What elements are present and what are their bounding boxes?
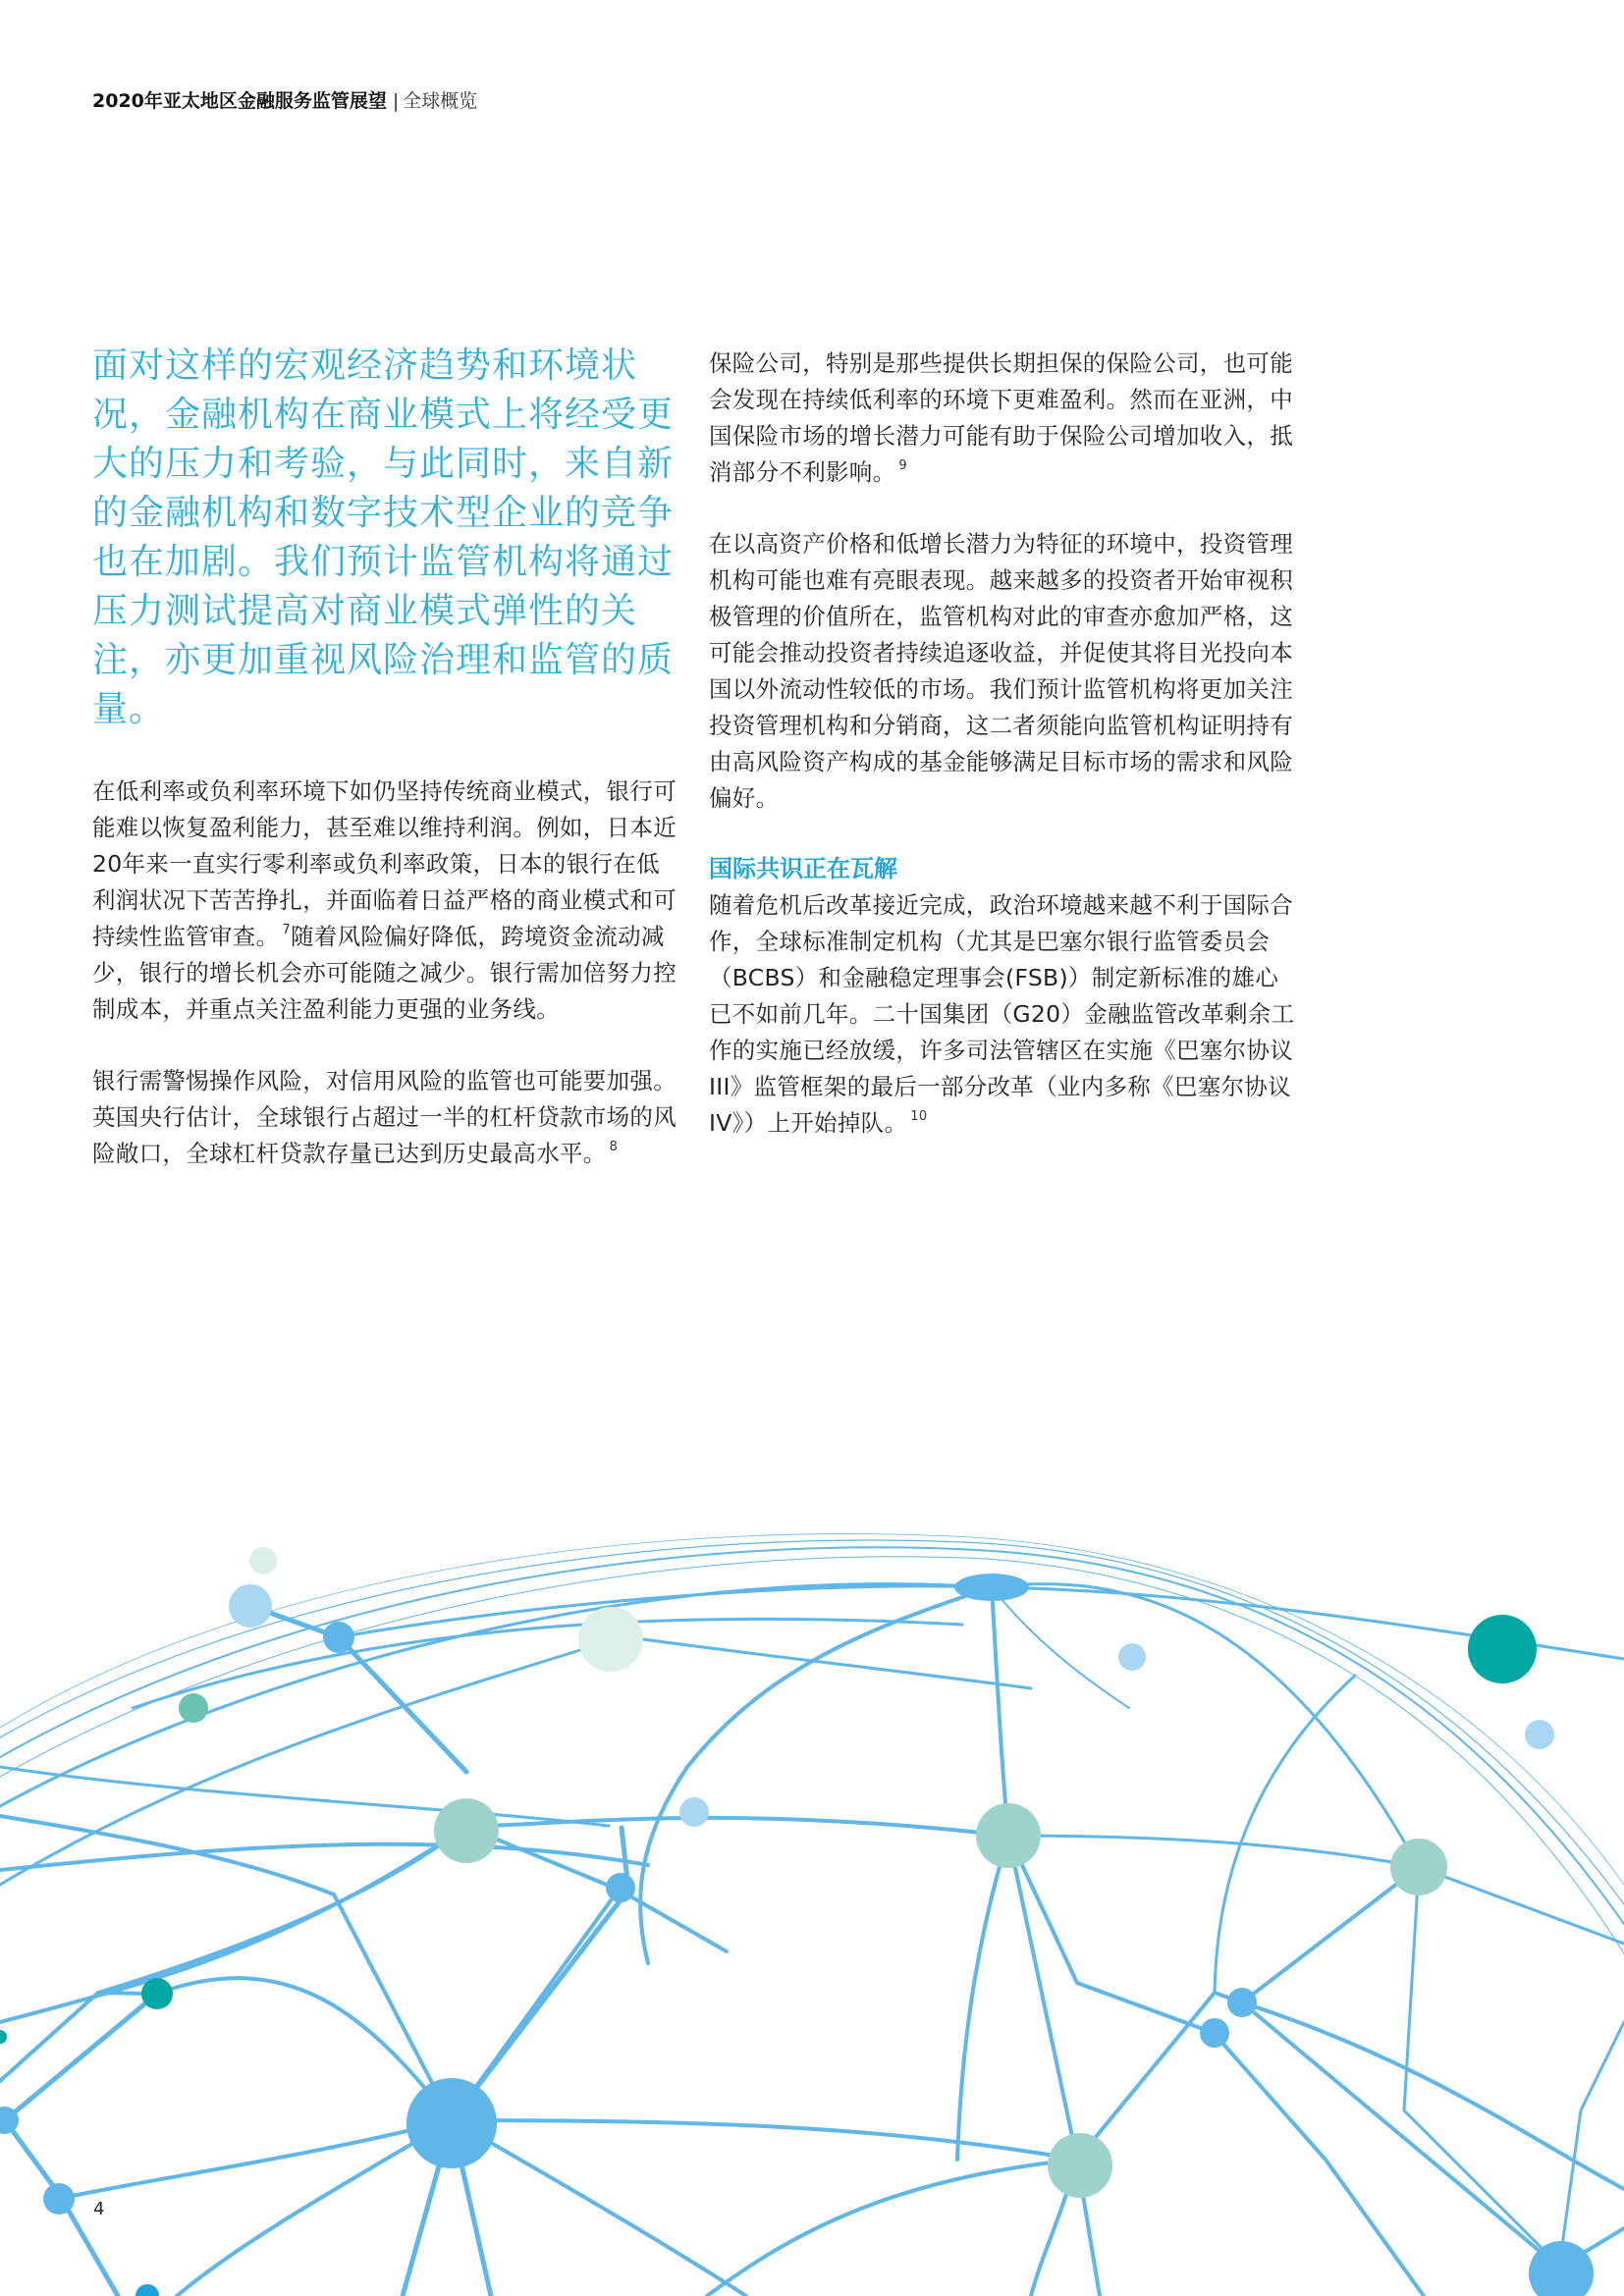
body-paragraph <box>709 887 1298 1142</box>
pull-quote <box>92 342 681 734</box>
pull-quote-text: 面对这样的宏观经济趋势和环境状况，金融机构在商业模式上将经受更大的压力和考验，与此同时，来自新的金融机构和数字技术型企业的竞争也在加剧。我们预计监管机构将通过压力测试提高对商业模式弹性的关注，亦更加重视风险治理和监管的质量。 <box>92 346 675 729</box>
footnote-ref[interactable]: 10 <box>910 1109 928 1124</box>
paragraph-text: 随着危机后改革接近完成，政治环境越来越不利于国际合作，全球标准制定机构（尤其是巴塞尔银行监管委员会（BCBS）和金融稳定理事会(FSB)）制定新标准的雄心已不如前几年。二十国集团（G20）金融监管改革剩余工作的实施已经放缓，许多司法管辖区在实施《巴塞尔协议III》监管框架的最后一部分改革（业内多称《巴塞尔协议IV》）上开始掉队。 <box>709 891 1295 1137</box>
header-separator: | <box>392 90 400 112</box>
footnote-ref[interactable]: 9 <box>898 458 907 473</box>
paragraph-text: 在以高资产价格和低增长潜力为特征的环境中，投资管理机构可能也难有亮眼表现。越来越多的投资者开始审视积极管理的价值所在，监管机构对此的审查亦愈加严格，这可能会推动投资者持续追逐收益，并促使其将目光投向本国以外流动性较低的市场。我们预计监管机构将更加关注投资管理机构和分销商，这二者须能向监管机构证明持有由高风险资产构成的基金能够满足目标市场的需求和风险偏好。 <box>709 530 1293 812</box>
globe-network-illustration <box>0 1512 1624 2296</box>
running-header <box>92 88 477 114</box>
paragraph-text: 银行需警惕操作风险，对信用风险的监管也可能要加强。英国央行估计，全球银行占超过一半的杠杆贷款市场的风险敞口，全球杠杆贷款存量已达到历史最高水平。 <box>92 1067 677 1167</box>
left-column <box>92 774 681 1207</box>
section-heading: 国际共识正在瓦解 <box>709 855 897 882</box>
page-number: 4 <box>93 2199 105 2219</box>
body-paragraph <box>709 526 1298 817</box>
paragraph-text: 在低利率或负利率环境下如仍坚持传统商业模式，银行可能难以恢复盈利能力，甚至难以维持利润。例如，日本近20年来一直实行零利率或负利率政策，日本的银行在低利润状况下苦苦挣扎，并面临着日益严格的商业模式和可持续性监管审查。 <box>92 777 677 950</box>
report-title: 2020年亚太地区金融服务监管展望 <box>92 90 387 112</box>
footnote-ref[interactable]: 7 <box>282 923 291 937</box>
paragraph-text: 保险公司，特别是那些提供长期担保的保险公司，也可能会发现在持续低利率的环境下更难盈利。然而在亚洲，中国保险市场的增长潜力可能有助于保险公司增加收入，抵消部分不利影响。 <box>709 349 1293 486</box>
section-name: 全球概览 <box>403 90 478 112</box>
right-column <box>709 346 1298 1177</box>
paragraph-text: 随着风险偏好降低，跨境资金流动减少，银行的增长机会亦可能随之减少。银行需加倍努力控制成本，并重点关注盈利能力更强的业务线。 <box>92 923 677 1023</box>
footnote-ref[interactable]: 8 <box>609 1140 619 1154</box>
body-paragraph <box>709 346 1298 491</box>
body-paragraph <box>92 774 681 1028</box>
body-paragraph <box>92 1063 681 1172</box>
